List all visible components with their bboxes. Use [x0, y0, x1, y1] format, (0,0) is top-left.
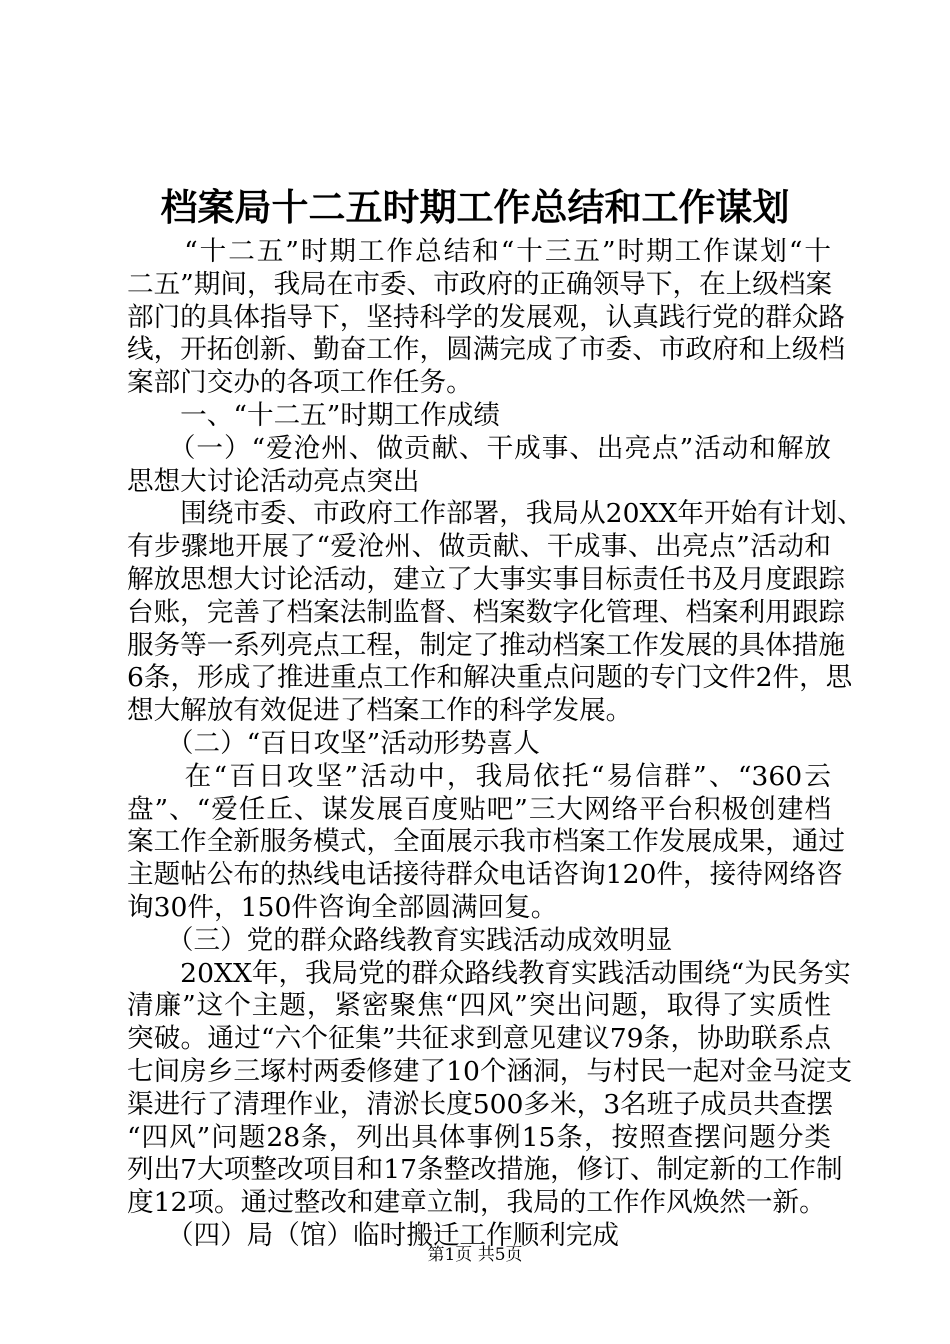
page-footer: 第1页 共5页	[427, 1245, 523, 1265]
text-line: 思想大讨论活动亮点突出	[127, 465, 420, 497]
text-line: “四风”问题28条，列出具体事例15条，按照查摆问题分类	[127, 1121, 831, 1153]
text-line: 20XX年，我局党的群众路线教育实践活动围绕“为民务实	[127, 957, 851, 989]
text-line: “十二五”时期工作总结和“十三五”时期工作谋划“十	[127, 236, 831, 267]
text-line: 度12项。通过整改和建章立制，我局的工作作风焕然一新。	[127, 1187, 826, 1219]
text-line: 线，开拓创新、勤奋工作，圆满完成了市委、市政府和上级档	[127, 334, 846, 366]
text-line: 询30件，150件咨询全部圆满回复。	[127, 891, 558, 923]
text-line: 一、“十二五”时期工作成绩	[127, 399, 500, 431]
text-line: 想大解放有效促进了档案工作的科学发展。	[127, 695, 633, 727]
text-line: 台账，完善了档案法制监督、档案数字化管理、档案利用跟踪	[127, 596, 846, 628]
text-line: 案部门交办的各项工作任务。	[127, 367, 473, 399]
text-line: （四）局（馆）临时搬迁工作顺利完成	[127, 1219, 619, 1251]
document-body	[127, 236, 864, 1253]
text-line: 盘”、“爱任丘、谋发展百度贴吧”三大网络平台积极创建档	[127, 793, 831, 825]
text-line: 渠进行了清理作业，清淤长度500多米，3名班子成员共查摆	[127, 1088, 833, 1120]
text-line: 有步骤地开展了“爱沧州、做贡献、干成事、出亮点”活动和	[127, 531, 831, 563]
text-line: （三）党的群众路线教育实践活动成效明显	[127, 924, 673, 956]
text-line: 围绕市委、市政府工作部署，我局从20XX年开始有计划、	[127, 498, 864, 530]
text-line: 七间房乡三塚村两委修建了10个涵洞，与村民一起对金马淀支	[127, 1055, 853, 1087]
text-line: 案工作全新服务模式，全面展示我市档案工作发展成果，通过	[127, 826, 846, 858]
text-line: （一）“爱沧州、做贡献、干成事、出亮点”活动和解放	[127, 432, 831, 464]
text-line: 突破。通过“六个征集”共征求到意见建议79条，协助联系点	[127, 1023, 831, 1055]
text-line: 清廉”这个主题，紧密聚焦“四风”突出问题，取得了实质性	[127, 990, 831, 1022]
text-line: 解放思想大讨论活动，建立了大事实事目标责任书及月度跟踪	[127, 563, 846, 595]
text-line: 部门的具体指导下，坚持科学的发展观，认真践行党的群众路	[127, 301, 846, 333]
document-title: 档案局十二五时期工作总结和工作谋划	[160, 186, 790, 229]
text-line: 列出7大项整改项目和17条整改措施，修订、制定新的工作制	[127, 1154, 843, 1186]
text-line: 服务等一系列亮点工程，制定了推动档案工作发展的具体措施	[127, 629, 846, 661]
text-line: 主题帖公布的热线电话接待群众电话咨询120件，接待网络咨	[127, 859, 843, 891]
text-line: 二五”期间，我局在市委、市政府的正确领导下，在上级档案	[127, 268, 833, 300]
text-line: 在“百日攻坚”活动中，我局依托“易信群”、“360云	[127, 760, 831, 792]
text-line: 6条，形成了推进重点工作和解决重点问题的专门文件2件，思	[127, 662, 853, 694]
text-line: （二）“百日攻坚”活动形势喜人	[127, 727, 540, 759]
